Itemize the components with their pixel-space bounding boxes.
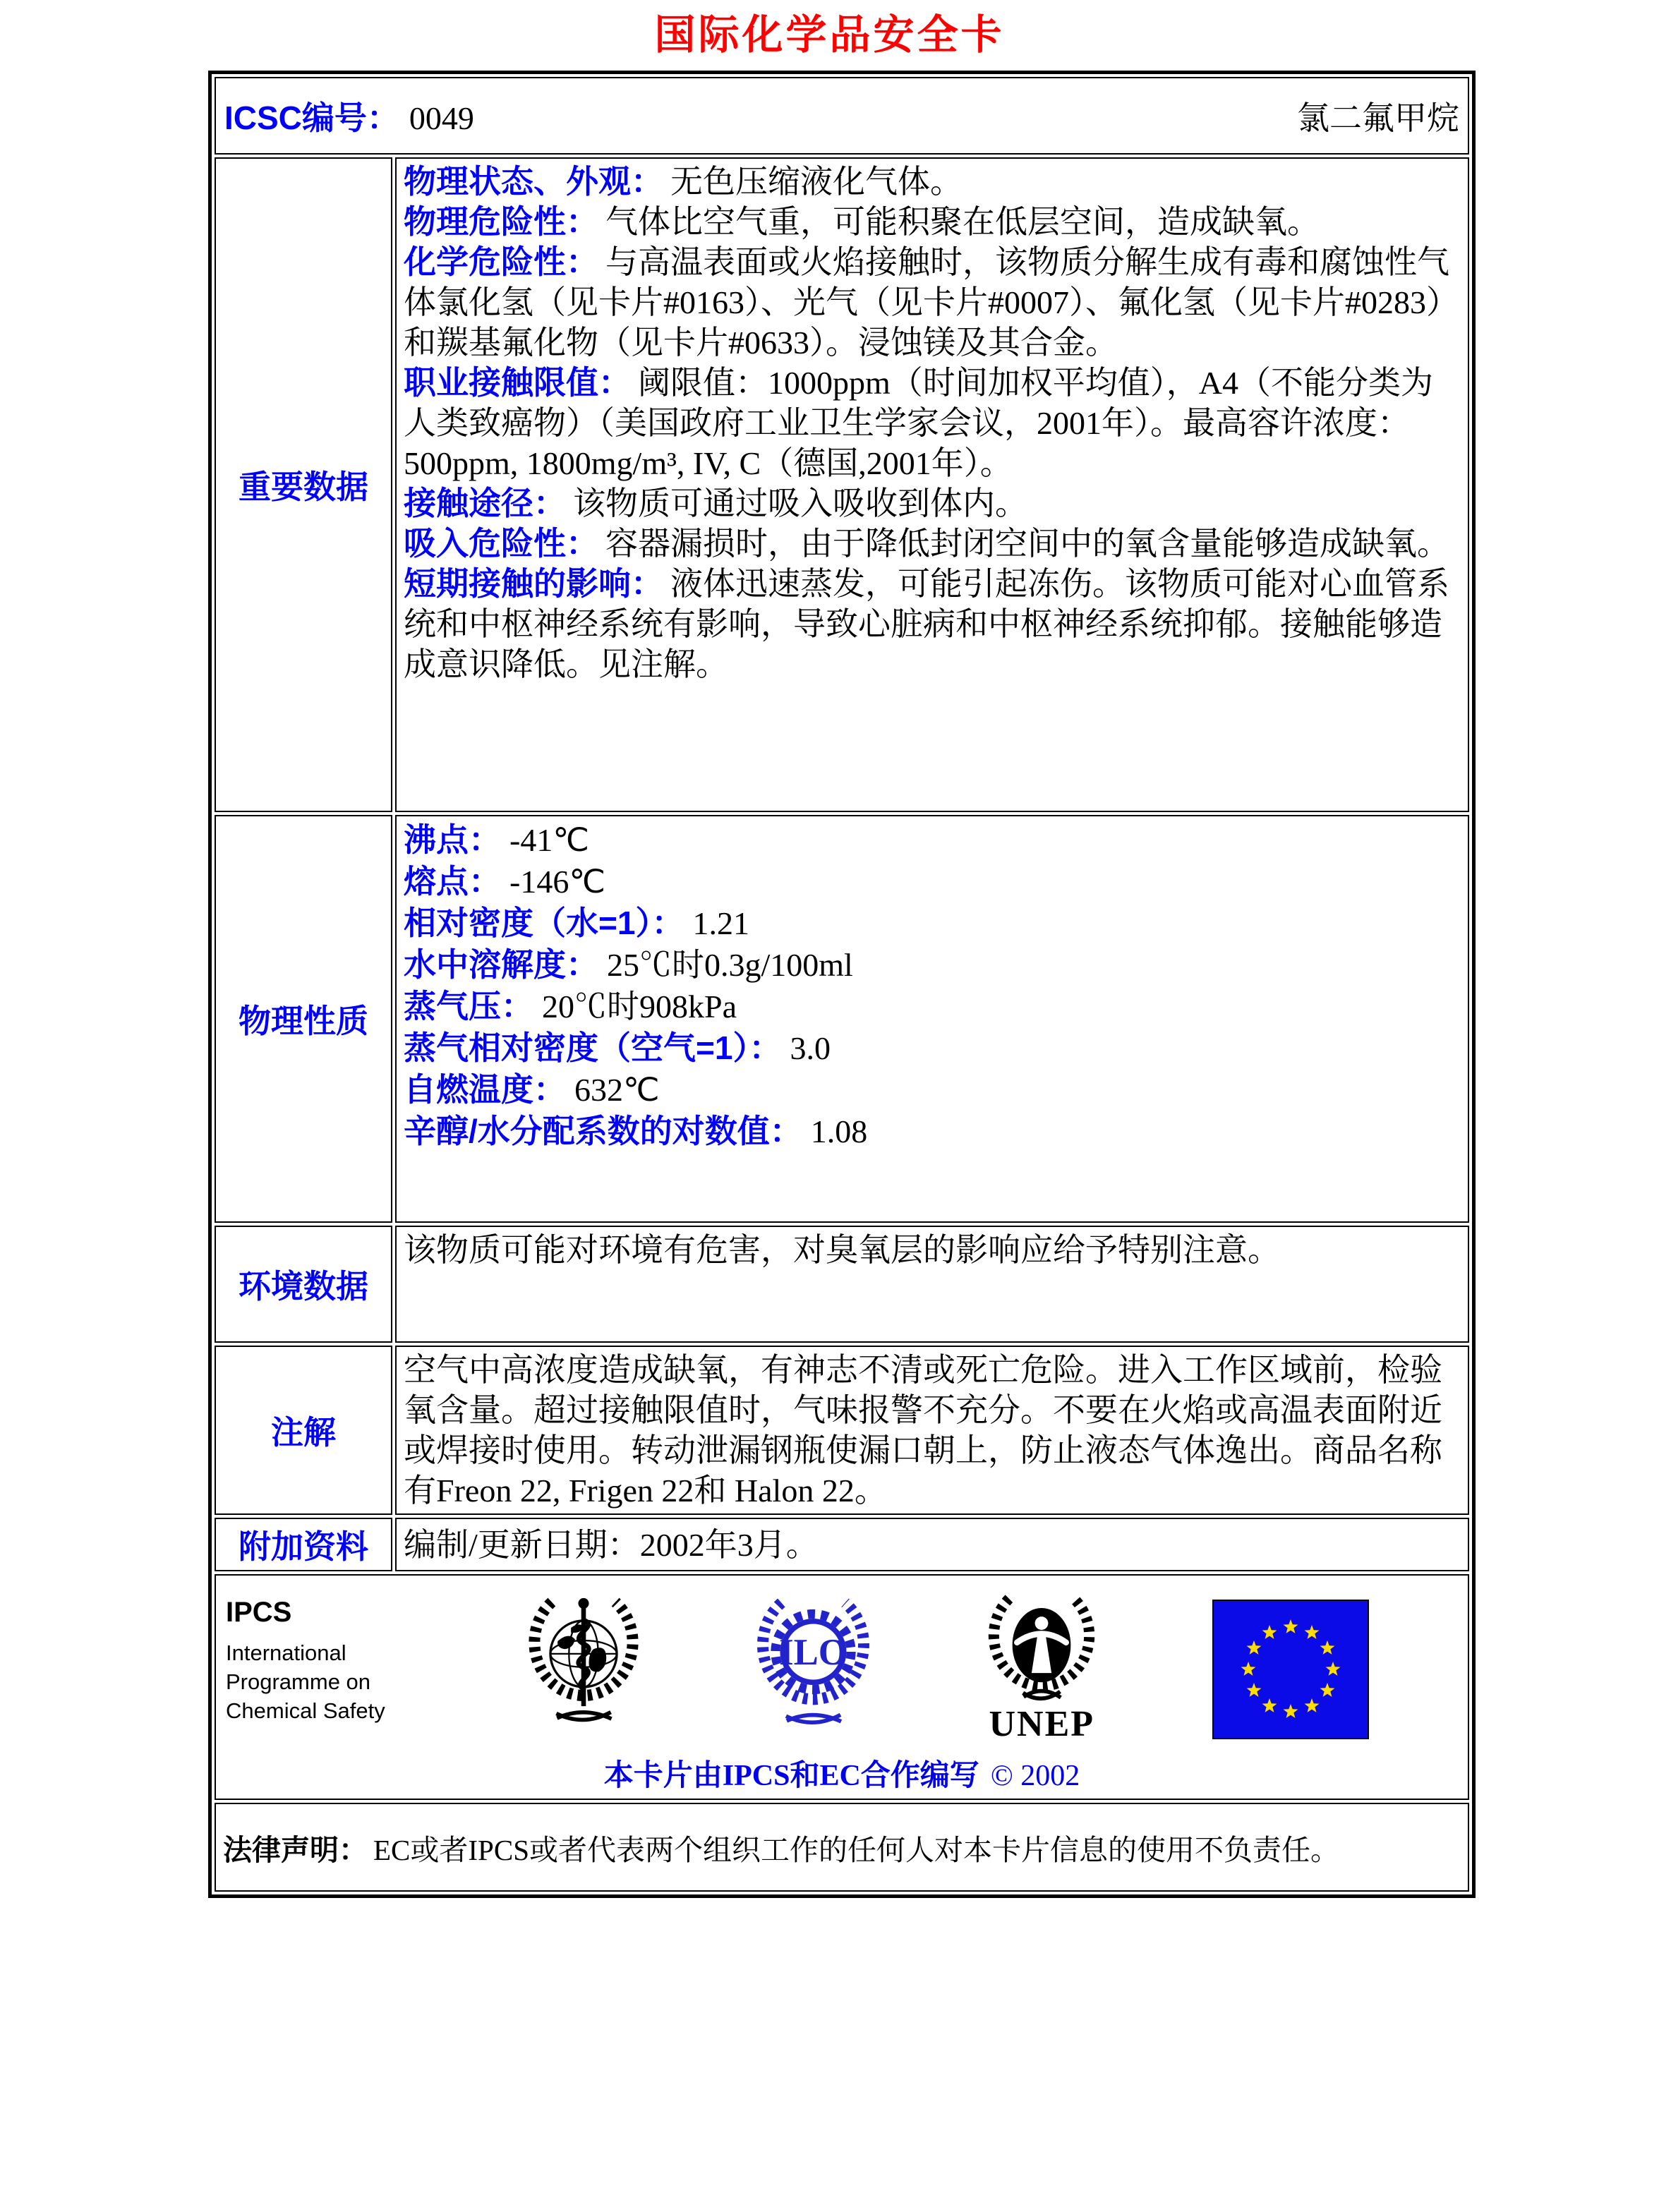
page-title: 国际化学品安全卡 [654,12,1005,58]
notes-content [395,1346,1469,1515]
legal-cell [215,1803,1469,1892]
property-value: 3.0 [790,1030,831,1066]
important-item [404,363,1461,483]
icsc-number-value: 0049 [409,100,474,136]
property-value: 1.21 [692,905,749,941]
important-data-row [215,157,1469,812]
legal-row [215,1803,1469,1892]
important-item [404,202,1461,242]
additional-text: 编制/更新日期：2002年3月。 [404,1526,819,1563]
who-logo-icon [527,1585,640,1741]
field-text: 该物质可通过吸入吸收到体内。 [573,485,1027,521]
field-text: 容器漏损时，由于降低封闭空间中的氧含量能够造成缺氧。 [605,526,1449,562]
section-label-important: 重要数据 [215,157,392,812]
legal-label: 法律声明： [223,1833,368,1866]
property-line [404,861,1461,902]
eu-flag-icon [1212,1600,1369,1739]
logos-row [215,1574,1469,1800]
additional-info-content [395,1518,1469,1571]
section-label-environment: 环境数据 [215,1226,392,1343]
logos-cell [215,1574,1469,1800]
property-label: 相对密度（水=1）： [404,905,684,941]
field-text: 液体迅速蒸发，可能引起冻伤。该物质可能对心血管系统和中枢神经系统有影响，导致心脏病和中枢神经系统抑郁。接触能够造成意识降低。见注解。 [404,566,1449,682]
property-line [404,819,1461,861]
legal-text: EC或者IPCS或者代表两个组织工作的任何人对本卡片信息的使用不负责任。 [373,1833,1339,1866]
field-label: 化学危险性： [404,243,598,280]
important-item [404,564,1461,684]
property-label: 自燃温度： [404,1071,566,1108]
ilo-letters: ILO [778,1631,847,1673]
logos-strip [216,1581,1468,1748]
ipcs-subtitle-line: Programme on [226,1669,371,1694]
chemical-name: 氯二氟甲烷 [1297,100,1459,136]
eu-flag-wrap [1212,1600,1369,1743]
copyright-year: © 2002 [990,1760,1080,1792]
unep-block [985,1585,1098,1743]
important-item [404,162,1461,202]
field-label: 物理危险性： [404,203,598,240]
property-label: 蒸气相对密度（空气=1）： [404,1029,782,1066]
property-label: 辛醇/水分配系数的对数值： [404,1113,802,1149]
property-label: 熔点： [404,863,501,900]
property-line [404,944,1461,986]
credit-line [216,1752,1468,1794]
field-label: 短期接触的影响： [404,565,663,602]
property-label: 沸点： [404,821,501,858]
section-label-additional: 附加资料 [215,1518,392,1571]
unep-logo-icon [985,1585,1098,1707]
important-item [404,242,1461,363]
field-label: 接触途径： [404,485,566,521]
ipcs-title: IPCS [226,1597,292,1628]
icsc-number-group [224,92,474,139]
section-label-physical: 物理性质 [215,815,392,1223]
important-data-content [395,157,1469,812]
field-text: 阈限值：1000ppm（时间加权平均值），A4（不能分类为人类致癌物）（美国政府工业卫生学家会议，2001年）。最高容许浓度：500ppm, 1800mg/m³, IV, C（德国,2001年）。 [404,365,1433,481]
icsc-number-label: ICSC编号： [224,99,399,136]
property-value: 632℃ [574,1072,660,1108]
credit-text: 本卡片由IPCS和EC合作编写 [603,1760,979,1792]
property-label: 水中溶解度： [404,946,598,983]
property-line [404,986,1461,1027]
environment-text: 该物质可能对环境有危害，对臭氧层的影响应给予特别注意。 [404,1232,1280,1268]
field-label: 物理状态、外观： [404,163,663,200]
property-value: -146℃ [509,864,605,900]
field-label: 吸入危险性： [404,525,598,562]
notes-text: 空气中高浓度造成缺氧，有神志不清或死亡危险。进入工作区域前，检验氧含量。超过接触限值时，气味报警不充分。不要在火焰或高温表面附近或焊接时使用。转动泄漏钢瓶使漏口朝上，防止液态气体逸出。商品名称有Freon 22, Frigen 22和 Halon 22。 [404,1352,1442,1509]
field-label: 职业接触限值： [404,364,631,401]
icsc-card-table [208,71,1476,1898]
property-value: 1.08 [810,1113,868,1149]
important-item [404,483,1461,524]
header-row [215,77,1469,155]
environmental-data-row [215,1226,1469,1343]
field-text: 无色压缩液化气体。 [670,164,963,200]
property-line [404,902,1461,944]
field-text: 气体比空气重，可能积聚在低层空间，造成缺氧。 [605,204,1320,240]
physical-properties-row [215,815,1469,1223]
ipcs-subtitle-line: International [226,1640,346,1665]
important-item [404,524,1461,564]
additional-info-row [215,1518,1469,1571]
property-line [404,1111,1461,1152]
property-label: 蒸气压： [404,988,533,1025]
ilo-logo-icon [754,1585,871,1741]
field-text: 与高温表面或火焰接触时，该物质分解生成有毒和腐蚀性气体氯化氢（见卡片#0163）、光气（见卡片#0007）、氟化氢（见卡片#0283）和羰基氟化物（见卡片#0633）。浸蚀镁及其合金。 [404,244,1459,361]
physical-properties-content [395,815,1469,1223]
section-label-notes: 注解 [215,1346,392,1515]
property-value: -41℃ [509,822,589,858]
property-line [404,1027,1461,1069]
notes-row [215,1346,1469,1515]
header-cell [215,77,1469,155]
property-line [404,1069,1461,1111]
property-value: 20℃时908kPa [542,989,737,1025]
unep-label: UNEP [989,1704,1095,1744]
property-value: 25℃时0.3g/100ml [607,947,853,983]
environmental-data-content [395,1226,1469,1343]
ipcs-subtitle-line: Chemical Safety [226,1698,385,1723]
ipcs-block [226,1597,413,1725]
